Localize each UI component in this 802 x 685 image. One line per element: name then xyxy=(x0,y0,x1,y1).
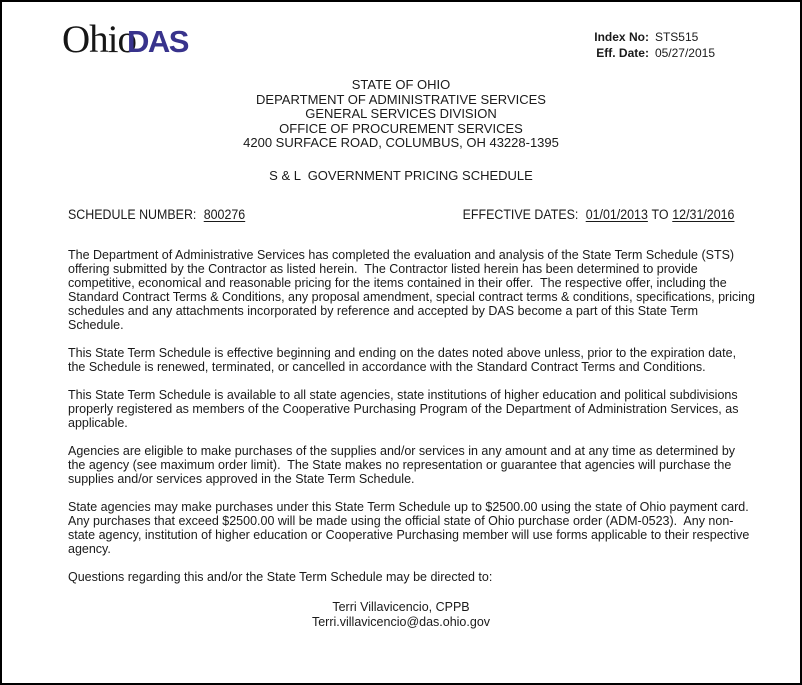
eff-date-value: 05/27/2015 xyxy=(654,46,715,60)
paragraph-effective-dates: This State Term Schedule is effective beginning and ending on the dates noted above unless, prior to the expiration date, the Schedule is renewed, terminated, or cancelled in accordance with the Standard Contract Terms and Conditions. xyxy=(68,345,740,374)
questions-line: Questions regarding this and/or the State Term Schedule may be directed to: xyxy=(68,569,493,584)
header-line-office: OFFICE OF PROCUREMENT SERVICES xyxy=(279,120,523,136)
effective-date-start: 01/01/2013 xyxy=(585,206,648,222)
logo-ohio-text: Ohio xyxy=(62,18,136,61)
header-line-department: DEPARTMENT OF ADMINISTRATIVE SERVICES xyxy=(256,91,546,107)
logo-das-text: DAS xyxy=(127,24,188,59)
effective-date-end: 12/31/2016 xyxy=(671,206,734,222)
schedule-number-group xyxy=(68,207,245,222)
paragraph-evaluation: The Department of Administrative Services has completed the evaluation and analysis of the State Term Schedule (STS) offering submitted by the Contractor as listed herein. The Contractor listed herein has been determined to provide competitive, economical and reasonable pricing for the items contained in their offer. The respective offer, including the Standard Contract Terms & Conditions, any proposal amendment, special contract terms & conditions, specifications, pricing schedules and any attachments incorporated by reference and accepted by DAS become a part of this State Term Schedule. xyxy=(68,247,759,332)
schedule-row xyxy=(68,207,734,222)
paragraph-availability: This State Term Schedule is available to all state agencies, state institutions of higher education and political subdivisions properly registered as members of the Cooperative Purchasing Program of the Department of Administration Services, as applicable. xyxy=(68,387,742,430)
effective-dates-label: EFFECTIVE DATES: xyxy=(462,206,578,222)
header-line-state: STATE OF OHIO xyxy=(351,77,451,92)
effective-dates-separator: TO xyxy=(651,206,669,222)
paragraph-payment: State agencies may make purchases under this State Term Schedule up to $2500.00 using the state of Ohio payment card. Any purchases that exceed $2500.00 will be made using the official state of Ohio purchase order (ADM-0523). Any non-state agency, institution of higher education or Cooperative Purchasing member will use forms applicable to their respective agency. xyxy=(68,499,755,556)
index-no-label: Index No: xyxy=(594,30,649,44)
effective-dates-group xyxy=(462,207,734,222)
document-meta-block xyxy=(594,30,715,60)
paragraph-eligibility: Agencies are eligible to make purchases of the supplies and/or services in any amount and at any time as determined by the agency (see maximum order limit). The State makes no representation or guarantee that agencies will purchase the supplies and/or services approved in the State Term Schedule. xyxy=(68,443,739,486)
contact-email: Terri.villavicencio@das.ohio.gov xyxy=(311,614,491,629)
header-line-address: 4200 SURFACE ROAD, COLUMBUS, OH 43228-1395 xyxy=(243,135,559,150)
document-subtitle: S & L GOVERNMENT PRICING SCHEDULE xyxy=(269,167,533,183)
document-body xyxy=(68,247,759,584)
eff-date-label: Eff. Date: xyxy=(596,46,649,60)
contact-block xyxy=(2,600,800,630)
ohio-das-logo xyxy=(62,18,188,70)
schedule-number-value: 800276 xyxy=(203,206,246,222)
header-line-division: GENERAL SERVICES DIVISION xyxy=(305,106,497,121)
index-no-value: STS515 xyxy=(654,30,699,44)
schedule-number-label: SCHEDULE NUMBER: xyxy=(68,206,197,222)
contact-name: Terri Villavicencio, CPPB xyxy=(332,599,470,614)
